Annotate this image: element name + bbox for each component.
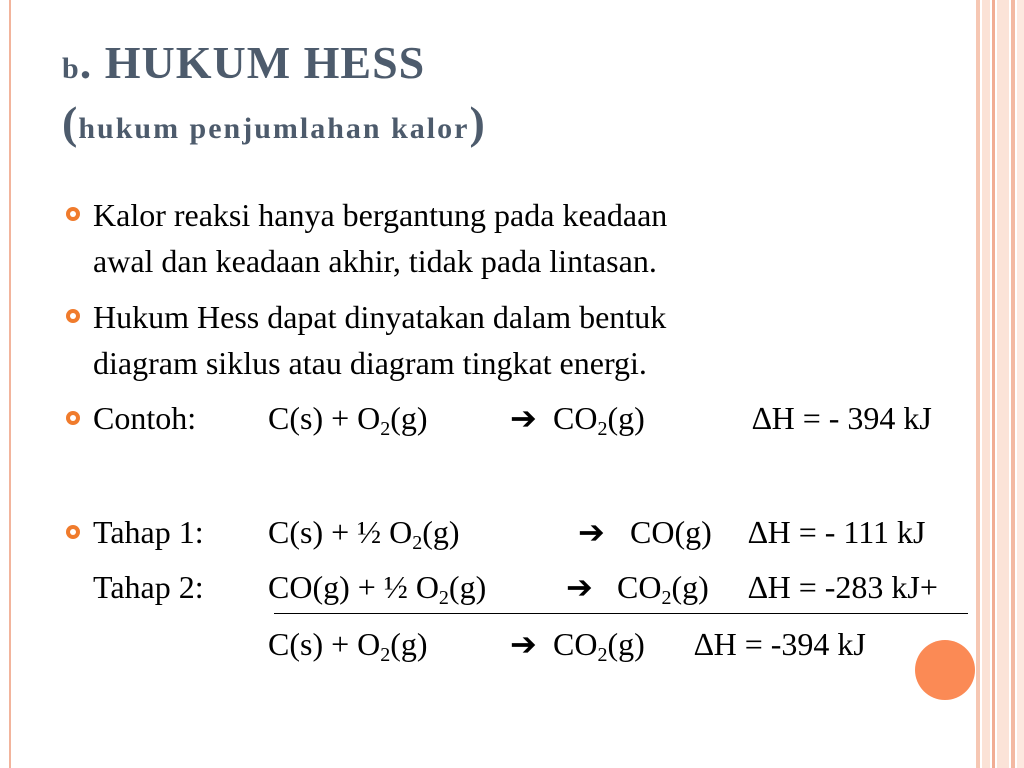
step2-product — [617, 567, 709, 607]
reactant-text: CO(g) + ½ O — [268, 569, 439, 605]
product-text: CO — [553, 626, 598, 662]
title-line-1 — [62, 36, 486, 96]
arrow-icon: ➔ — [510, 626, 537, 662]
product-tail: (g) — [607, 626, 645, 662]
product-text: CO — [553, 400, 598, 436]
slide-title — [62, 36, 486, 156]
sum-product — [553, 624, 645, 664]
sum-reactants — [268, 624, 428, 664]
product-text: CO — [617, 569, 662, 605]
bullet-icon — [66, 207, 80, 221]
bullet-icon — [66, 525, 80, 539]
step1-product: CO(g) — [630, 514, 712, 550]
bullet-text-line: awal dan keadaan akhir, tidak pada lintasan. — [93, 243, 657, 279]
subscript: 2 — [380, 418, 391, 440]
stripe — [997, 0, 1009, 768]
title-line-2 — [62, 96, 486, 156]
stripe — [1017, 0, 1024, 768]
bullet-text-line: Hukum Hess dapat dinyatakan dalam bentuk — [93, 299, 667, 335]
step1-delta-h: ∆H = - 111 kJ — [748, 514, 926, 550]
left-border — [9, 0, 11, 768]
title-close-paren: ) — [469, 97, 486, 148]
arrow-icon: ➔ — [566, 569, 593, 605]
bullet-icon — [66, 411, 80, 425]
step2-label: Tahap 2: — [93, 569, 204, 605]
step1-label: Tahap 1: — [93, 514, 204, 550]
stripe — [992, 0, 995, 768]
example-product — [553, 398, 645, 438]
reactant-text: C(s) + O — [268, 626, 381, 662]
example-label: Contoh: — [93, 400, 197, 436]
arrow-icon: ➔ — [510, 400, 537, 436]
subscript: 2 — [661, 587, 672, 609]
reactant-tail: (g) — [390, 626, 428, 662]
subscript: 2 — [597, 644, 608, 666]
subscript: 2 — [597, 418, 608, 440]
title-main: . HUKUM HESS — [79, 37, 426, 88]
reactant-text: C(s) + O — [268, 400, 381, 436]
example-delta-h: ∆H = - 394 kJ — [752, 400, 932, 436]
sum-divider — [274, 613, 968, 614]
title-prefix: b — [62, 52, 80, 85]
reactant-tail: (g) — [422, 514, 460, 550]
stripe — [1011, 0, 1015, 768]
product-tail: (g) — [607, 400, 645, 436]
stripe — [976, 0, 980, 768]
reactant-tail: (g) — [390, 400, 428, 436]
accent-dot — [915, 640, 975, 700]
reactant-tail: (g) — [448, 569, 487, 605]
step1-reactants — [268, 512, 460, 552]
title-open-paren: ( — [62, 97, 79, 148]
bullet-icon — [66, 309, 80, 323]
example-reactants — [268, 398, 428, 438]
bullet-text-line: diagram siklus atau diagram tingkat energi. — [93, 345, 647, 381]
decorative-stripes — [976, 0, 1024, 768]
sum-delta-h: ∆H = -394 kJ — [694, 626, 866, 662]
title-subtitle: hukum penjumlahan kalor — [78, 112, 470, 145]
bullet-text-line: Kalor reaksi hanya bergantung pada keadaan — [93, 197, 668, 233]
step2-reactants — [268, 567, 486, 607]
subscript: 2 — [380, 644, 391, 666]
product-tail: (g) — [671, 569, 709, 605]
reactant-text: C(s) + ½ O — [268, 514, 413, 550]
subscript: 2 — [412, 532, 423, 554]
arrow-icon: ➔ — [578, 514, 605, 550]
subscript: 2 — [438, 587, 449, 609]
stripe — [982, 0, 990, 768]
step2-delta-h: ∆H = -283 kJ+ — [748, 569, 938, 605]
